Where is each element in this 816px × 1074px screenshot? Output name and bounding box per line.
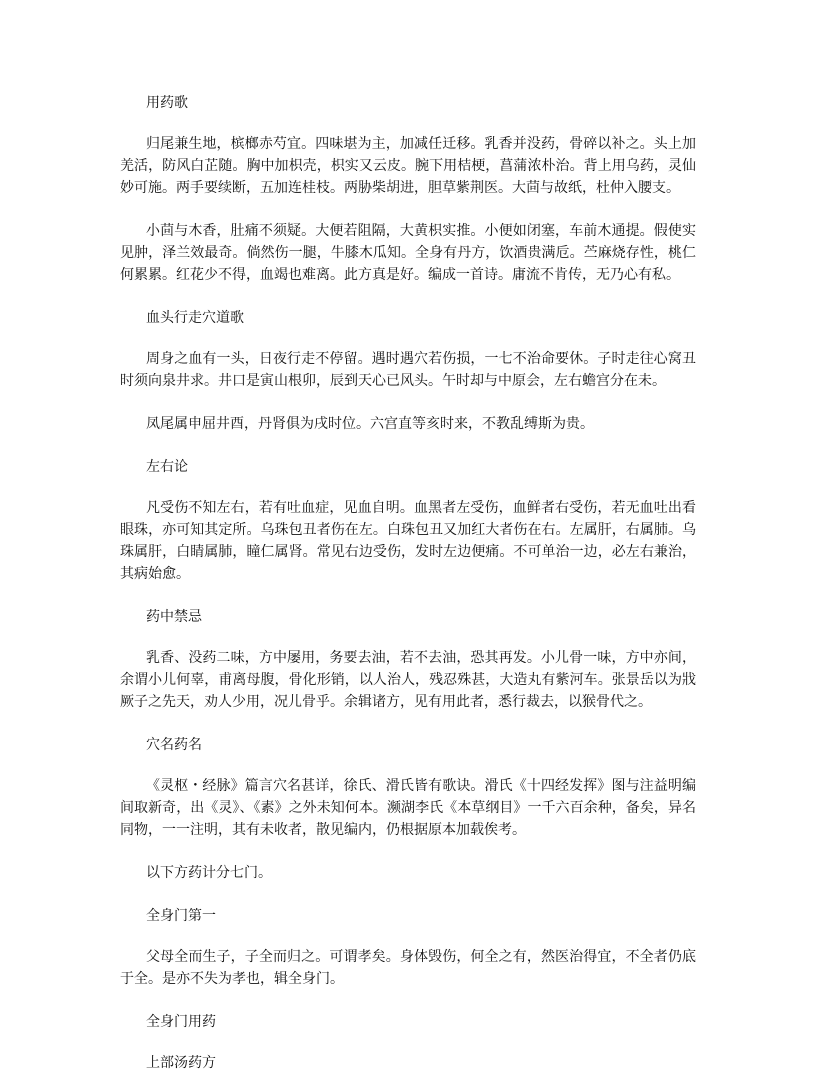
section-heading: 上部汤药方 bbox=[146, 1055, 216, 1071]
body-paragraph: 乳香、没药二味，方中屡用，务要去油，若不去油，恐其再发。小儿骨一味，方中亦间，余谓小儿何辜，甫离母腹，骨化形销，以人治人，残忍殊甚，大造丸有紫河车。张景岳以为戕厥子之先天，劝人少用，况儿骨乎。余辑诸方，见有用此者，悉行裁去，以猴骨代之。 bbox=[120, 650, 696, 710]
body-paragraph: 小茴与木香，肚痛不须疑。大便若阻隔，大黄枳实推。小便如闭塞，车前木通提。假使实见肿，泽兰效最奇。倘然伤一腿，牛膝木瓜知。全身有丹方，饮酒贵满卮。苎麻烧存性，桃仁何累累。红花少不得，血竭也难离。此方真是好。编成一首诗。庸流不肯传，无乃心有私。 bbox=[120, 223, 696, 283]
section-heading: 血头行走穴道歌 bbox=[146, 310, 244, 326]
section-heading: 用药歌 bbox=[146, 95, 188, 111]
document-body bbox=[120, 92, 696, 1074]
section-heading: 全身门第一 bbox=[146, 908, 216, 924]
section-heading: 全身门用药 bbox=[146, 1014, 216, 1030]
body-paragraph: 凡受伤不知左右，若有吐血症，见血自明。血黑者左受伤，血鲜者右受伤，若无血吐出看眼珠，亦可知其定所。乌珠包丑者伤在左。白珠包丑又加红大者伤在右。左属肝，右属肺。乌珠属肝，白睛属肺，瞳仁属肾。常见右边受伤，发时左边便痛。不可单治一边，必左右兼治，其病始愈。 bbox=[120, 500, 696, 582]
body-paragraph: 周身之血有一头，日夜行走不停留。遇时遇穴若伤损，一七不治命要休。子时走往心窝丑时须向泉井求。井口是寅山根卯，辰到天心已风头。午时却与中原会，左右蟾宫分在未。 bbox=[120, 351, 696, 389]
section-heading: 药中禁忌 bbox=[146, 609, 202, 625]
section-heading: 穴名药名 bbox=[146, 737, 202, 753]
section-heading: 左右论 bbox=[146, 459, 188, 475]
body-paragraph: 父母全而生子，子全而归之。可谓孝矣。身体毁伤，何全之有，然医治得宜，不全者仍底于全。是亦不失为孝也，辑全身门。 bbox=[120, 949, 696, 987]
body-paragraph: 凤尾属申屈井酉，丹肾俱为戌时位。六宫直等亥时来，不教乱缚斯为贵。 bbox=[146, 416, 594, 432]
body-paragraph: 以下方药计分七门。 bbox=[146, 865, 272, 881]
body-paragraph: 《灵枢・经脉》篇言穴名甚详，徐氏、滑氏皆有歌诀。滑氏《十四经发挥》图与注益明编间取新奇，出《灵》、《素》之外未知何本。濒湖李氏《本草纲目》一千六百余种，备矣，异名同物，一一注明，其有未收者，散见编内，仍根据原本加载俟考。 bbox=[120, 778, 696, 838]
body-paragraph: 归尾兼生地，槟榔赤芍宜。四味堪为主，加减任迁移。乳香并没药，骨碎以补之。头上加羌活，防风白芷随。胸中加枳壳，枳实又云皮。腕下用桔梗，菖蒲浓朴治。背上用乌药，灵仙妙可施。两手要续断，五加连桂枝。两胁柴胡进，胆草紫荆医。大茴与故纸，杜仲入腰支。 bbox=[120, 136, 696, 196]
